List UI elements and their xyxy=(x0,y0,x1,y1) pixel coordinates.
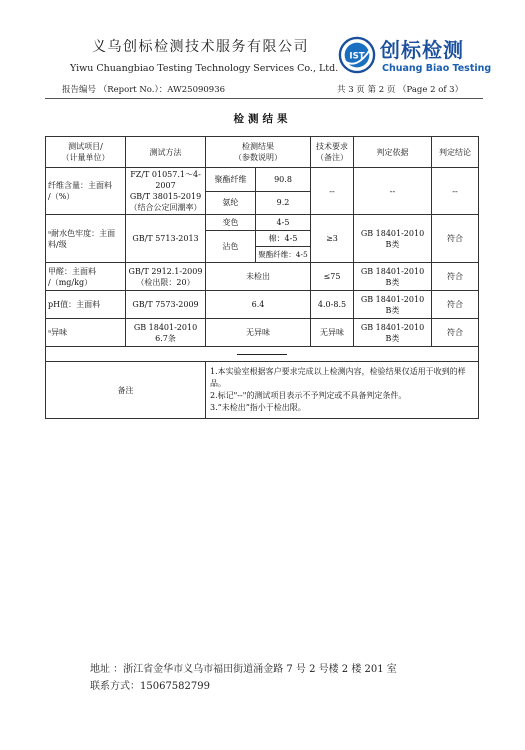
header-basis: 判定依据 xyxy=(354,137,432,168)
remark-line-2: 2.标记"--"的测试项目表示不予判定或不具备判定条件。 xyxy=(210,391,407,400)
row-formaldehyde-basis: GB 18401-2010 B类 xyxy=(354,263,432,291)
remarks-row xyxy=(46,362,479,419)
table-row xyxy=(46,263,479,291)
row-odor-conclusion: 符合 xyxy=(432,319,479,347)
row-fiber-conclusion: -- xyxy=(432,168,479,215)
section-title: 检测结果 xyxy=(233,113,292,125)
header-method: 测试方法 xyxy=(126,137,206,168)
report-number-line xyxy=(62,83,225,95)
table-header-row xyxy=(46,137,479,168)
logo-mark-text: IST xyxy=(349,51,365,62)
row-formaldehyde-item: 甲醛：主面料 /（mg/kg） xyxy=(46,263,126,291)
row-ph-result: 6.4 xyxy=(206,291,311,319)
remark-line-1: 1.本实验室根据客户要求完成以上检测内容，检验结果仅适用于收到的样品。 xyxy=(210,367,466,388)
page-info: 共 3 页 第 2 页 （Page 2 of 3） xyxy=(337,85,464,95)
remarks-content xyxy=(206,362,479,419)
company-logo-icon xyxy=(338,36,376,74)
footer-contact: 联系方式：15067582799 xyxy=(90,681,210,692)
row-wash-stain2: 聚酯纤维：4-5 xyxy=(256,247,311,263)
row-ph-basis: GB 18401-2010 B类 xyxy=(354,291,432,319)
report-number: AW25090936 xyxy=(167,85,226,95)
row-formaldehyde-method: GB/T 2912.1-2009 （检出限：20） xyxy=(126,263,206,291)
table-row xyxy=(46,319,479,347)
row-fiber-method: FZ/T 01057.1～4-2007 GB/T 38015-2019 （结合公定回潮率） xyxy=(126,168,206,215)
row-ph-conclusion: 符合 xyxy=(432,291,479,319)
row-wash-fade-label: 变色 xyxy=(206,215,256,231)
row-ph-requirement: 4.0-8.5 xyxy=(311,291,354,319)
header-divider xyxy=(45,98,483,99)
row-formaldehyde-conclusion: 符合 xyxy=(432,263,479,291)
row-fiber-basis: -- xyxy=(354,168,432,215)
header-item: 测试项目/ （计量单位） xyxy=(46,137,126,168)
table-end-cell xyxy=(46,347,479,362)
end-of-table-line xyxy=(237,354,287,355)
row-fiber-sub1-label: 聚酯纤维 xyxy=(206,168,256,192)
row-odor-basis: GB 18401-2010 B类 xyxy=(354,319,432,347)
row-formaldehyde-result: 未检出 xyxy=(206,263,311,291)
table-end-row xyxy=(46,347,479,362)
header-requirement: 技术要求 （备注） xyxy=(311,137,354,168)
row-odor-item: ᵃ异味 xyxy=(46,319,126,347)
company-name-cn: 义乌创标检测技术服务有限公司 xyxy=(92,39,309,55)
table-row xyxy=(46,215,479,231)
row-wash-basis: GB 18401-2010 B类 xyxy=(354,215,432,263)
row-fiber-sub2-value: 9.2 xyxy=(256,191,311,215)
header-result: 检测结果 （参数说明） xyxy=(206,137,311,168)
row-ph-item: pH值：主面料 xyxy=(46,291,126,319)
row-ph-method: GB/T 7573-2009 xyxy=(126,291,206,319)
table-row xyxy=(46,291,479,319)
row-odor-requirement: 无异味 xyxy=(311,319,354,347)
brand-name-en: Chuang Biao Testing xyxy=(382,63,492,74)
row-wash-item: ᵃ耐水色牢度：主面 料/级 xyxy=(46,215,126,263)
results-table xyxy=(45,136,479,419)
table-row xyxy=(46,168,479,192)
row-wash-stain1: 棉：4-5 xyxy=(256,231,311,247)
row-fiber-sub1-value: 90.8 xyxy=(256,168,311,192)
row-wash-requirement: ≥3 xyxy=(311,215,354,263)
row-odor-method: GB 18401-2010 6.7条 xyxy=(126,319,206,347)
row-odor-result: 无异味 xyxy=(206,319,311,347)
footer-address: 地址 ：浙江省金华市义乌市福田街道涌金路 7 号 2 号楼 2 楼 201 室 xyxy=(90,664,397,675)
row-wash-stain-label: 沾色 xyxy=(206,231,256,263)
row-fiber-requirement: -- xyxy=(311,168,354,215)
row-fiber-sub2-label: 氨纶 xyxy=(206,191,256,215)
report-number-label: 报告编号 （Report No.）： xyxy=(62,85,168,95)
row-wash-conclusion: 符合 xyxy=(432,215,479,263)
brand-name-cn: 创标检测 xyxy=(380,38,464,62)
remarks-label: 备注 xyxy=(46,362,206,419)
company-name-en: Yiwu Chuangbiao Testing Technology Services Co., Ltd. xyxy=(70,63,339,74)
remark-line-3: 3.“未检出”指小于检出限。 xyxy=(210,403,306,412)
row-wash-method: GB/T 5713-2013 xyxy=(126,215,206,263)
header-conclusion: 判定结论 xyxy=(432,137,479,168)
row-wash-fade-value: 4-5 xyxy=(256,215,311,231)
row-fiber-item: 纤维含量：主面料 /（%） xyxy=(46,168,126,215)
row-formaldehyde-requirement: ≤75 xyxy=(311,263,354,291)
